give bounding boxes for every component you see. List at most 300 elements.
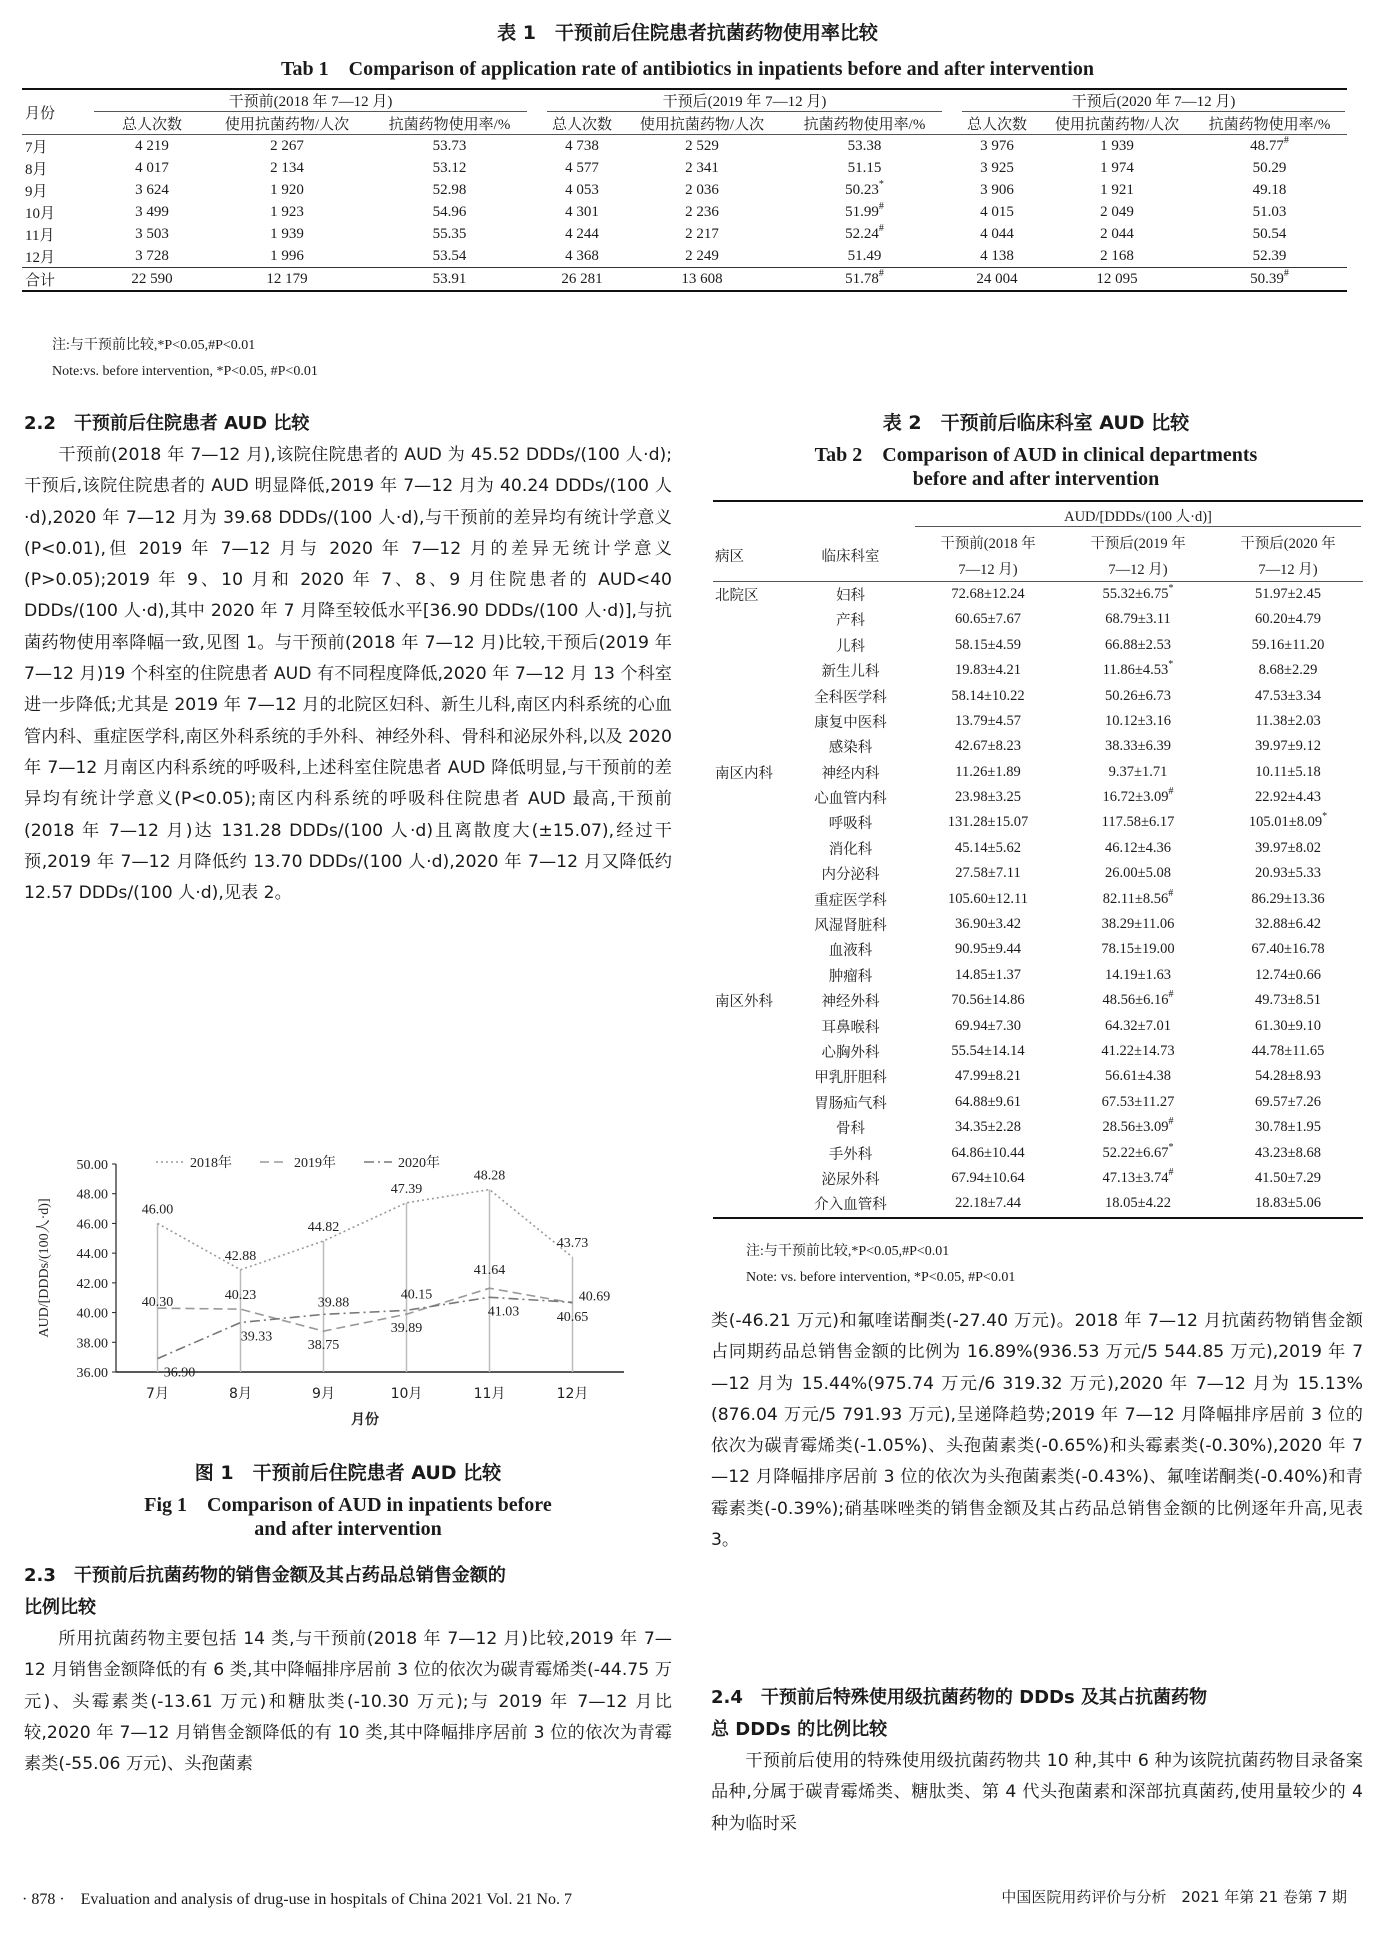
value-cell: 22.92±4.43 (1255, 789, 1321, 806)
table-row (22, 135, 1347, 158)
value-cell: 82.11±8.56# (1102, 887, 1174, 907)
value-cell: 30.78±1.95 (1255, 1119, 1321, 1136)
value-cell: 70.56±14.86 (951, 992, 1025, 1009)
significance-mark: # (878, 267, 884, 279)
dept-cell: 肿瘤科 (828, 968, 873, 985)
value-cell: 1 974 (1100, 159, 1134, 176)
value-cell: 67.94±10.64 (951, 1169, 1025, 1186)
value-cell: 39.97±9.12 (1255, 738, 1321, 755)
y-axis-label: AUD/[DDDs/(100人·d)] (37, 1198, 52, 1338)
area-cell (713, 861, 788, 886)
value-cell: 1 920 (270, 181, 304, 198)
value-cell: 12 095 (1096, 270, 1138, 287)
value-cell: 51.99# (845, 200, 884, 220)
table-row (713, 633, 1363, 658)
table1 (22, 88, 1347, 292)
value-cell: 68.79±3.11 (1105, 611, 1171, 628)
value-cell: 50.39# (1250, 267, 1289, 287)
value-cell: 12 179 (266, 270, 308, 287)
value-cell: 50.29 (1252, 159, 1287, 176)
area-cell (713, 1115, 788, 1140)
value-cell: 59.16±11.20 (1251, 636, 1325, 653)
value-cell: 131.28±15.07 (947, 814, 1029, 831)
value-cell: 54.96 (432, 203, 467, 220)
area-cell (713, 658, 788, 683)
dept-cell: 呼吸科 (828, 816, 873, 833)
value-cell: 2 217 (685, 225, 719, 242)
significance-mark: # (1168, 786, 1174, 798)
data-label: 39.88 (317, 1295, 350, 1311)
value-cell: 4 138 (980, 247, 1014, 264)
significance-mark: # (878, 200, 884, 212)
value-cell: 10.12±3.16 (1105, 712, 1171, 729)
x-axis-label: 月份 (351, 1412, 379, 1428)
value-cell: 4 577 (565, 159, 599, 176)
value-cell: 86.29±13.36 (1251, 890, 1325, 907)
dept-cell: 消化科 (828, 841, 873, 858)
value-cell: 64.88±9.61 (955, 1093, 1021, 1110)
table-row (713, 886, 1363, 911)
value-cell: 14.85±1.37 (955, 966, 1021, 983)
month-cell: 12月 (25, 249, 56, 266)
table-row (713, 658, 1363, 683)
dept-cell: 泌尿外科 (821, 1171, 880, 1188)
value-cell: 64.86±10.44 (951, 1144, 1025, 1161)
significance-mark: # (1168, 887, 1174, 899)
value-cell: 90.95±9.44 (955, 941, 1021, 958)
area-cell (713, 886, 788, 911)
legend-label: 2020年 (398, 1156, 440, 1171)
figure1-caption-en-2: and after intervention (254, 1518, 442, 1540)
value-cell: 58.15±4.59 (955, 636, 1021, 653)
area-cell (713, 912, 788, 937)
value-cell: 3 976 (980, 137, 1014, 154)
value-cell: 1 923 (270, 203, 304, 220)
dept-cell: 神经外科 (821, 994, 880, 1011)
value-cell: 117.58±6.17 (1101, 814, 1175, 831)
col-dept-header: 临床科室 (821, 548, 880, 565)
period-header: 7—12 月) (1108, 561, 1168, 578)
dept-cell: 手外科 (828, 1146, 873, 1163)
value-cell: 51.03 (1252, 203, 1287, 220)
significance-mark: * (1322, 811, 1328, 823)
value-cell: 13 608 (681, 270, 723, 287)
dept-cell: 胃肠疝气科 (814, 1095, 887, 1112)
value-cell: 55.32±6.75* (1102, 582, 1174, 602)
value-cell: 4 053 (565, 181, 599, 198)
period-header: 7—12 月) (958, 561, 1018, 578)
value-cell: 4 017 (135, 159, 169, 176)
value-cell: 67.53±11.27 (1101, 1093, 1175, 1110)
month-cell: 7月 (25, 139, 48, 156)
table-row (713, 963, 1363, 988)
data-label: 40.69 (578, 1289, 611, 1305)
y-tick-label: 40.00 (76, 1306, 108, 1322)
data-label: 40.23 (224, 1288, 257, 1304)
section-2-3-paragraph-right: 类(-46.21 万元)和氟喹诺酮类(-27.40 万元)。2018 年 7—12 月抗菌药物销售金额占同期药品总销售金额的比例为 16.89%(936.53 万元/5 544.85 万元),2019 年 7—12 月为 15.44%(975.74 万元/6 319.32 万元),2020 年 7—12 月为 15.13%(876.04 万元/5 791.93 万元),呈递降趋势;2019 年 7—12 月降幅排序居前 3 位的依次为碳青霉烯类(-1.05%)、头孢菌素类(-0.65%)和头霉素类(-0.30%),2020 年 7—12 月降幅排序居前 3 位的依次为头孢菌素类(-0.43%)、氟喹诺酮类(-0.40%)和青霉素类(-0.39%);硝基咪唑类的销售金额及其占药品总销售金额的比例逐年升高,见表 3。 (711, 1311, 1363, 1551)
dept-cell: 心胸外科 (821, 1045, 880, 1061)
area-cell (713, 963, 788, 988)
value-cell: 2 134 (270, 159, 304, 176)
table-row (713, 988, 1363, 1013)
table2-caption-cn: 表 2 干预前后临床科室 AUD 比较 (882, 412, 1190, 434)
dept-cell: 血液科 (828, 943, 873, 960)
value-cell: 2 341 (685, 159, 719, 176)
footer-right: 中国医院用药评价与分析 2021 年第 21 卷第 7 期 (1001, 1888, 1347, 1906)
dept-cell: 神经内科 (821, 765, 880, 782)
subheader: 总人次数 (551, 116, 612, 133)
table-row (713, 709, 1363, 734)
dept-cell: 心血管内科 (814, 791, 887, 808)
value-cell: 28.56±3.09# (1102, 1116, 1174, 1136)
area-cell (713, 709, 788, 734)
table-row (713, 1013, 1363, 1038)
value-cell: 69.94±7.30 (955, 1017, 1021, 1034)
y-tick-label: 38.00 (76, 1336, 108, 1352)
dept-cell: 妇科 (836, 587, 865, 604)
value-cell: 4 219 (135, 137, 169, 154)
value-cell: 23.98±3.25 (955, 789, 1021, 806)
value-cell: 22 590 (131, 270, 173, 287)
subheader: 抗菌药物使用率/% (388, 116, 511, 133)
value-cell: 53.73 (432, 137, 467, 154)
section-2-4-paragraph: 干预前后使用的特殊使用级抗菌药物共 10 种,其中 6 种为该院抗菌药物目录备案品种,分属于碳青霉烯类、糖肽类、第 4 代头孢菌素和深部抗真菌药,使用量较少的 4 种为临时采 (711, 1751, 1363, 1834)
table-row (713, 810, 1363, 835)
value-cell: 54.28±8.93 (1255, 1068, 1321, 1085)
area-cell (713, 1064, 788, 1089)
area-cell (713, 810, 788, 835)
value-cell: 24 004 (976, 270, 1018, 287)
table-row (713, 683, 1363, 708)
col-area-header: 病区 (715, 548, 744, 565)
section-2-3-heading-2: 比例比较 (24, 1597, 96, 1618)
table-row (713, 912, 1363, 937)
dept-cell: 耳鼻喉科 (821, 1019, 880, 1036)
x-tick-label: 9月 (312, 1386, 335, 1402)
value-cell: 1 939 (270, 225, 304, 242)
significance-mark: * (878, 178, 884, 190)
value-cell: 47.99±8.21 (955, 1068, 1021, 1085)
area-cell (713, 1140, 788, 1165)
month-cell: 8月 (25, 161, 48, 178)
value-cell: 55.35 (432, 225, 467, 242)
value-cell: 4 368 (565, 247, 599, 264)
period-header: 7—12 月) (1258, 561, 1318, 578)
area-cell (713, 607, 788, 632)
value-cell: 69.57±7.26 (1255, 1093, 1321, 1110)
area-cell (713, 734, 788, 759)
table-row (713, 1191, 1363, 1217)
footer-left: · 878 · Evaluation and analysis of drug-use in hospitals of China 2021 Vol. 21 No. 7 (22, 1891, 573, 1908)
value-cell: 1 939 (1100, 137, 1134, 154)
value-cell: 2 168 (1100, 247, 1134, 264)
value-cell: 49.73±8.51 (1255, 992, 1321, 1009)
x-tick-label: 12月 (556, 1386, 589, 1402)
value-cell: 4 244 (565, 225, 599, 242)
value-cell: 50.26±6.73 (1105, 687, 1171, 704)
area-cell (713, 683, 788, 708)
value-cell: 8.68±2.29 (1258, 662, 1318, 679)
group-header: 干预前(2018 年 7—12 月) (92, 89, 537, 112)
y-tick-label: 44.00 (76, 1247, 108, 1263)
table-row (713, 1115, 1363, 1140)
section-2-3-heading-1: 2.3 干预前后抗菌药物的销售金额及其占药品总销售金额的 (24, 1565, 506, 1586)
dept-cell: 康复中医科 (814, 714, 887, 731)
significance-mark: * (1168, 1141, 1174, 1153)
value-cell: 2 036 (685, 181, 719, 198)
value-cell: 49.18 (1252, 181, 1287, 198)
data-label: 42.88 (224, 1248, 257, 1264)
value-cell: 38.29±11.06 (1101, 916, 1175, 933)
value-cell: 39.97±8.02 (1255, 839, 1321, 856)
area-cell (713, 1039, 788, 1064)
value-cell: 50.54 (1252, 225, 1287, 242)
subheader: 使用抗菌药物/人次 (224, 116, 350, 133)
value-cell: 41.22±14.73 (1101, 1043, 1175, 1059)
value-cell: 52.24# (845, 222, 884, 242)
value-cell: 52.22±6.67* (1102, 1141, 1174, 1161)
value-cell: 3 624 (135, 181, 169, 198)
subheader: 使用抗菌药物/人次 (639, 116, 765, 133)
row-header-month: 月份 (25, 105, 56, 122)
table2-note-en: Note: vs. before intervention, *P<0.05, #P<0.01 (746, 1270, 1016, 1285)
table-row (713, 1166, 1363, 1191)
series-line-2018年 (158, 1190, 573, 1270)
area-cell: 南区内科 (715, 765, 773, 782)
dept-cell: 感染科 (828, 740, 873, 757)
table-row (713, 1064, 1363, 1089)
value-cell: 4 301 (565, 203, 599, 220)
value-cell: 19.83±4.21 (955, 662, 1021, 679)
data-label: 36.90 (163, 1365, 196, 1381)
value-cell: 3 906 (980, 181, 1014, 198)
dept-cell: 产科 (836, 613, 865, 630)
significance-mark: # (1168, 1166, 1174, 1178)
value-cell: 3 728 (135, 247, 169, 264)
x-tick-label: 7月 (146, 1386, 169, 1402)
dept-cell: 新生儿科 (821, 664, 880, 681)
data-label: 44.82 (307, 1219, 340, 1235)
period-header: 干预后(2020 年 (1240, 536, 1336, 553)
value-cell: 38.33±6.39 (1105, 738, 1171, 755)
table-row (713, 1090, 1363, 1115)
month-cell: 11月 (25, 227, 55, 244)
value-cell: 32.88±6.42 (1255, 916, 1321, 933)
area-cell (713, 836, 788, 861)
legend-label: 2018年 (190, 1156, 232, 1171)
data-label: 40.30 (141, 1295, 174, 1311)
value-cell: 2 267 (270, 137, 304, 154)
dept-cell: 全科医学科 (814, 689, 887, 706)
month-cell: 9月 (25, 183, 48, 200)
area-cell (713, 1191, 788, 1217)
significance-mark: * (1168, 582, 1174, 594)
data-label: 47.39 (390, 1181, 423, 1197)
data-label: 41.03 (487, 1304, 520, 1320)
value-cell: 2 236 (685, 203, 719, 220)
value-cell: 3 925 (980, 159, 1014, 176)
significance-mark: # (1283, 267, 1289, 279)
y-tick-label: 36.00 (76, 1366, 108, 1381)
dept-cell: 骨科 (836, 1121, 865, 1138)
period-header: 干预前(2018 年 (940, 536, 1036, 553)
table-row (713, 607, 1363, 632)
month-cell: 合计 (25, 272, 56, 289)
table2-note-cn: 注:与干预前比较,*P<0.05,#P<0.01 (746, 1244, 950, 1259)
table2-caption-en-2: before and after intervention (912, 468, 1160, 490)
data-label: 38.75 (307, 1338, 340, 1354)
table-row (713, 937, 1363, 962)
value-cell: 66.88±2.53 (1105, 636, 1171, 653)
value-cell: 34.35±2.28 (955, 1119, 1021, 1136)
y-tick-label: 48.00 (76, 1187, 108, 1203)
value-cell: 26.00±5.08 (1105, 865, 1171, 882)
value-cell: 1 921 (1100, 181, 1134, 198)
value-cell: 52.39 (1252, 247, 1287, 264)
area-cell (713, 1090, 788, 1115)
value-cell: 78.15±19.00 (1101, 941, 1175, 958)
value-cell: 48.77# (1250, 134, 1289, 154)
section-2-2-paragraph: 干预前(2018 年 7—12 月),该院住院患者的 AUD 为 45.52 DDDs/(100 人·d);干预后,该院住院患者的 AUD 明显降低,2019 年 7—12 月为 40.24 DDDs/(100 人·d),2020 年 7—12 月为 39.68 DDDs/(100 人·d),与干预前的差异均有统计学意义(P<0.01),但 2019 年 7—12 月与 2020 年 7—12 月的差异无统计学意义(P>0.05);2019 年 9、10 月和 2020 年 7、8、9 月住院患者的 AUD<40 DDDs/(100 人·d),其中 2020 年 7 月降至较低水平[36.90 DDDs/(100 人·d)],与抗菌药物使用率降幅一致,见图 1。与干预前(2018 年 7—12 月)比较,干预后(2019 年 7—12 月)19 个科室的住院患者 AUD 有不同程度降低,2020 年 7—12 月 13 个科室进一步降低;尤其是 2019 年 7—12 月的北院区妇科、新生儿科,南区内科系统的心血管内科、重症医学科,南区外科系统的手外科、神经外科、骨科和泌尿外科,以及 2020 年 7—12 月南区内科系统的呼吸科,上述科室住院患者 AUD 降低明显,与干预前的差异均有统计学意义(P<0.05);南区内科系统的呼吸科住院患者 AUD 最高,干预前(2018 年 7—12 月)达 131.28 DDDs/(100 人·d)且离散度大(±15.07),经过干预,2019 年 7—12 月降低约 13.70 DDDs/(100 人·d),2020 年 7—12 月又降低约 12.57 DDDs/(100 人·d),见表 2。 (24, 445, 672, 904)
table1-caption-cn: 表 1 干预前后住院患者抗菌药物使用率比较 (497, 22, 878, 44)
period-header: 干预后(2019 年 (1090, 536, 1186, 553)
value-cell: 11.38±2.03 (1255, 712, 1321, 729)
x-tick-label: 10月 (390, 1386, 423, 1402)
significance-mark: # (1283, 134, 1289, 146)
table-row (22, 179, 1347, 201)
table1-note-cn: 注:与干预前比较,*P<0.05,#P<0.01 (52, 338, 256, 353)
significance-mark: # (1168, 1116, 1174, 1128)
table-row (22, 157, 1347, 179)
value-cell: 53.12 (432, 159, 467, 176)
table-row (713, 581, 1363, 607)
table-row (22, 245, 1347, 268)
value-cell: 12.74±0.66 (1255, 966, 1321, 983)
value-cell: 55.54±14.14 (951, 1043, 1025, 1059)
value-cell: 46.12±4.36 (1105, 839, 1171, 856)
value-cell: 11.26±1.89 (955, 763, 1021, 780)
value-cell: 72.68±12.24 (951, 585, 1025, 602)
section-2-4-heading-1: 2.4 干预前后特殊使用级抗菌药物的 DDDs 及其占抗菌药物 (711, 1687, 1207, 1708)
data-label: 40.65 (556, 1309, 589, 1325)
dept-cell: 内分泌科 (821, 867, 880, 884)
dept-cell: 甲乳肝胆科 (814, 1070, 887, 1087)
significance-mark: # (1168, 989, 1174, 1001)
value-cell: 16.72±3.09# (1102, 786, 1174, 806)
value-cell: 53.91 (432, 270, 467, 287)
figure1-caption-en-1: Fig 1 Comparison of AUD in inpatients before (144, 1494, 552, 1516)
month-cell: 10月 (25, 205, 56, 222)
value-cell: 47.53±3.34 (1255, 687, 1321, 704)
data-label: 43.73 (556, 1236, 589, 1252)
table2-caption-en-1: Tab 2 Comparison of AUD in clinical departments (814, 444, 1258, 466)
value-cell: 27.58±7.11 (955, 865, 1021, 882)
value-cell: 3 499 (135, 203, 169, 220)
value-cell: 22.18±7.44 (955, 1195, 1021, 1212)
table-row (713, 734, 1363, 759)
value-cell: 61.30±9.10 (1255, 1017, 1321, 1034)
value-cell: 14.19±1.63 (1105, 966, 1171, 983)
data-label: 39.89 (390, 1321, 423, 1337)
value-cell: 53.54 (432, 247, 467, 264)
value-cell: 64.32±7.01 (1105, 1017, 1171, 1034)
section-2-3-paragraph-left: 所用抗菌药物主要包括 14 类,与干预前(2018 年 7—12 月)比较,2019 年 7—12 月销售金额降低的有 6 类,其中降幅排序居前 3 位的依次为碳青霉烯类(-44.75 万元)、头霉素类(-13.61 万元)和糖肽类(-10.30 万元);与 2019 年 7—12 月比较,2020 年 7—12 月销售金额降低的有 10 类,其中降幅排序居前 3 位的依次为青霉素类(-55.06 万元)、头孢菌素 (24, 1629, 672, 1775)
table-row (713, 760, 1363, 785)
value-cell: 4 044 (980, 225, 1014, 242)
value-cell: 60.20±4.79 (1255, 611, 1321, 628)
table1-note-en: Note:vs. before intervention, *P<0.05, #P<0.01 (52, 364, 318, 379)
data-label: 48.28 (473, 1168, 506, 1184)
value-cell: 51.15 (847, 159, 882, 176)
x-tick-label: 8月 (229, 1386, 252, 1402)
value-cell: 26 281 (561, 270, 603, 287)
value-cell: 52.98 (432, 181, 467, 198)
table-row (22, 223, 1347, 245)
value-cell: 1 996 (270, 247, 304, 264)
figure1-chart (24, 1150, 624, 1445)
dept-cell: 介入血管科 (814, 1197, 887, 1214)
table1-caption-en: Tab 1 Comparison of application rate of antibiotics in inpatients before and after intervention (281, 58, 1094, 80)
value-cell: 53.38 (847, 137, 882, 154)
value-cell: 48.56±6.16# (1102, 989, 1174, 1009)
area-cell (713, 633, 788, 658)
figure1-caption-cn: 图 1 干预前后住院患者 AUD 比较 (194, 1462, 502, 1484)
value-cell: 18.05±4.22 (1105, 1195, 1171, 1212)
value-cell: 3 503 (135, 225, 169, 242)
table-total-row (22, 268, 1347, 292)
value-cell: 4 015 (980, 203, 1014, 220)
section-2-2-heading: 2.2 干预前后住院患者 AUD 比较 (24, 413, 310, 434)
subheader: 抗菌药物使用率/% (803, 116, 926, 133)
table-row (713, 836, 1363, 861)
value-cell: 45.14±5.62 (955, 839, 1021, 856)
value-cell: 50.23* (845, 178, 884, 198)
value-cell: 2 249 (685, 247, 719, 264)
value-cell: 4 738 (565, 137, 599, 154)
x-tick-label: 11月 (473, 1386, 506, 1402)
value-cell: 44.78±11.65 (1251, 1043, 1325, 1059)
area-cell (713, 1013, 788, 1038)
significance-mark: * (1168, 659, 1174, 671)
table-row (713, 861, 1363, 886)
subheader: 总人次数 (966, 116, 1027, 133)
section-2-4-heading-2: 总 DDDs 的比例比较 (711, 1719, 888, 1740)
value-cell: 60.65±7.67 (955, 611, 1021, 628)
table-row (22, 201, 1347, 223)
significance-mark: # (878, 222, 884, 234)
value-cell: 9.37±1.71 (1108, 763, 1168, 780)
dept-cell: 风湿肾脏科 (814, 918, 887, 935)
subheader: 总人次数 (121, 116, 182, 133)
value-cell: 10.11±5.18 (1255, 763, 1321, 780)
value-cell: 58.14±10.22 (951, 687, 1025, 704)
area-cell (713, 937, 788, 962)
value-cell: 56.61±4.38 (1105, 1068, 1171, 1085)
value-cell: 51.78# (845, 267, 884, 287)
value-cell: 105.60±12.11 (948, 890, 1028, 907)
value-cell: 18.83±5.06 (1255, 1195, 1321, 1212)
data-label: 40.15 (400, 1287, 433, 1303)
value-cell: 20.93±5.33 (1255, 865, 1321, 882)
group-header: 干预后(2019 年 7—12 月) (537, 89, 952, 112)
dept-cell: 重症医学科 (814, 892, 887, 909)
subheader: 使用抗菌药物/人次 (1054, 116, 1180, 133)
value-cell: 47.13±3.74# (1102, 1166, 1174, 1186)
value-cell: 13.79±4.57 (955, 712, 1021, 729)
legend-label: 2019年 (294, 1156, 336, 1171)
area-cell: 南区外科 (715, 994, 773, 1011)
unit-header: AUD/[DDDs/(100 人·d)] (913, 501, 1363, 530)
